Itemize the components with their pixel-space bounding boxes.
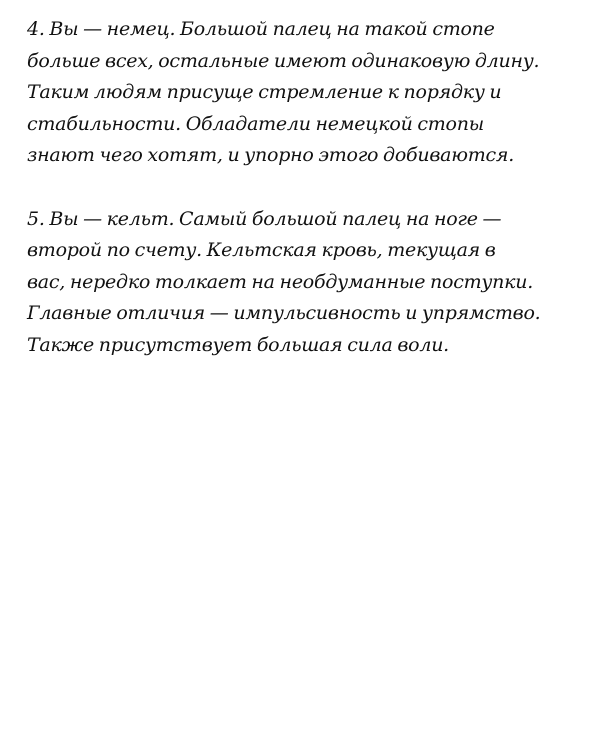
paragraph-spacer — [27, 172, 580, 204]
text-line: Таким людям присуще стремление к порядку и — [27, 81, 502, 103]
text-line: вас, нередко толкает на необдуманные поступки. — [27, 270, 533, 293]
text-line: больше всех, остальные имеют одинаковую длину. — [27, 49, 540, 72]
paragraph-german-foot — [27, 14, 580, 172]
paragraph-celtic-foot — [27, 204, 580, 362]
text-line: стабильности. Обладатели немецкой стопы — [27, 112, 484, 135]
text-line: знают чего хотят, и упорно этого добиваются. — [27, 144, 514, 166]
text-line: Главные отличия — импульсивность и упрямство. — [27, 302, 541, 324]
text-line: 5. Вы — кельт. Самый большой палец на ноге — — [27, 207, 502, 230]
text-line: второй по счету. Кельтская кровь, текущая в — [27, 239, 496, 261]
text-line: Также присутствует большая сила воли. — [27, 333, 449, 356]
text-line: 4. Вы — немец. Большой палец на такой стопе — [27, 18, 495, 40]
